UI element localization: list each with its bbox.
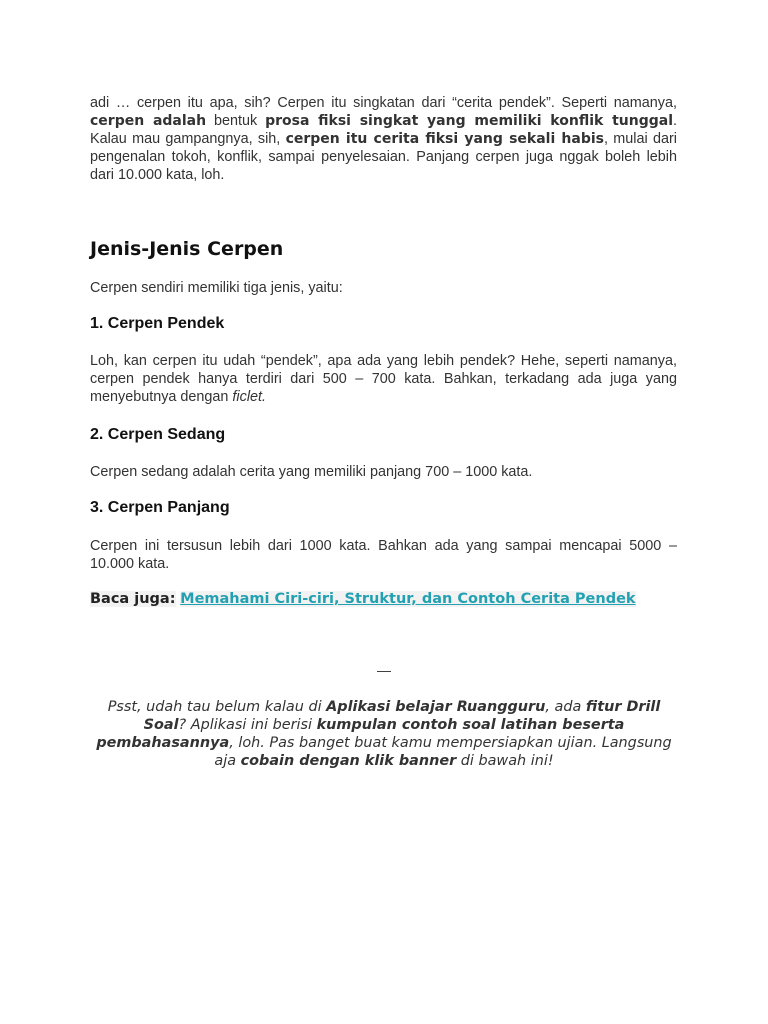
intro-text-1: adi … cerpen itu apa, sih? Cerpen itu singkatan dari “cerita pendek”. Seperti namanya, [90, 95, 677, 111]
promo-text-1: Psst, udah tau belum kalau di [107, 699, 327, 715]
promo-bold-1: Aplikasi belajar Ruangguru [326, 699, 546, 715]
paragraph-cerpen-pendek [90, 352, 677, 406]
intro-text-4: , mulai dari pengenalan tokoh, konflik, sampai penyelesaian. Panjang cerpen juga nggak boleh lebih dari 10.000 kata, loh. [90, 131, 677, 183]
promo-text-3: ? Aplikasi ini berisi [178, 717, 317, 733]
intro-text-3: . Kalau mau gampangnya, sih, [90, 113, 677, 147]
promo-text-2: , ada [545, 699, 586, 715]
section-heading: Jenis-Jenis Cerpen [90, 238, 284, 260]
intro-text-2: bentuk [206, 113, 266, 129]
read-also-label: Baca juga: [90, 591, 176, 607]
intro-bold-2: prosa fiksi singkat yang memiliki konflik tunggal [265, 113, 673, 129]
promo-bold-2: fitur Drill Soal [143, 699, 661, 733]
promo-text-5: di bawah ini! [456, 753, 554, 769]
read-also-link[interactable]: Memahami Ciri-ciri, Struktur, dan Contoh Cerita Pendek [180, 591, 636, 607]
heading-cerpen-sedang: 2. Cerpen Sedang [90, 426, 226, 443]
pendek-italic: ficlet. [232, 389, 267, 405]
section-lead: Cerpen sendiri memiliki tiga jenis, yaitu: [90, 280, 343, 296]
promo-text-4: , loh. Pas banget buat kamu mempersiapkan ujian. Langsung aja [214, 735, 672, 769]
heading-cerpen-panjang: 3. Cerpen Panjang [90, 499, 230, 516]
intro-paragraph [90, 94, 677, 184]
promo-paragraph [88, 698, 680, 770]
promo-bold-3: kumpulan contoh soal latihan beserta pembahasannya [96, 717, 625, 751]
read-also [90, 589, 677, 609]
divider-dash: — [377, 662, 391, 678]
heading-cerpen-pendek: 1. Cerpen Pendek [90, 315, 225, 332]
promo-bold-4: cobain dengan klik banner [240, 753, 457, 769]
paragraph-cerpen-panjang: Cerpen ini tersusun lebih dari 1000 kata. Bahkan ada yang sampai mencapai 5000 – 10.000 kata. [90, 538, 677, 572]
pendek-text: Loh, kan cerpen itu udah “pendek”, apa ada yang lebih pendek? Hehe, seperti namanya, cerpen pendek hanya terdiri dari 500 – 700 kata. Bahkan, terkadang ada juga yang menyebutnya dengan [90, 353, 677, 405]
intro-bold-1: cerpen adalah [90, 113, 207, 129]
paragraph-cerpen-sedang: Cerpen sedang adalah cerita yang memiliki panjang 700 – 1000 kata. [90, 464, 533, 480]
intro-bold-3: cerpen itu cerita fiksi yang sekali habis [285, 131, 605, 147]
